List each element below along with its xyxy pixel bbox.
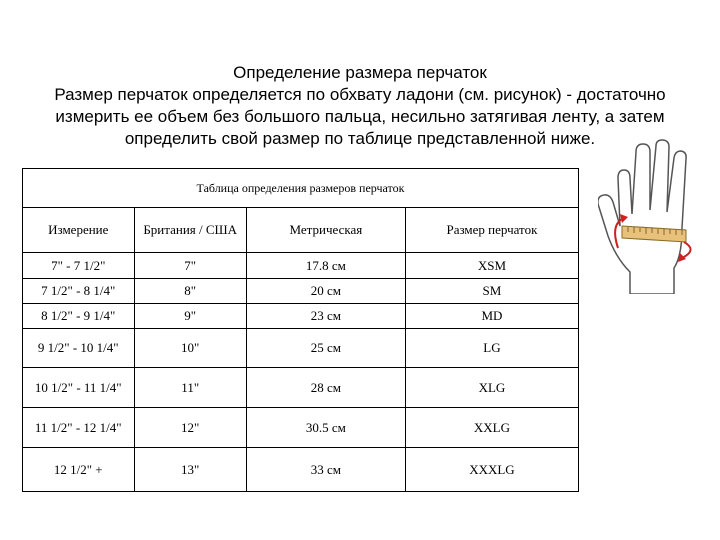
cell-uk-us: 12"	[134, 408, 246, 448]
cell-glove-size: XSM	[405, 253, 578, 279]
table-row	[23, 408, 579, 448]
table-row	[23, 448, 579, 492]
cell-measurement: 7" - 7 1/2"	[23, 253, 135, 279]
cell-uk-us: 13"	[134, 448, 246, 492]
table-row	[23, 368, 579, 408]
cell-measurement: 12 1/2" +	[23, 448, 135, 492]
cell-measurement: 8 1/2" - 9 1/4"	[23, 304, 135, 329]
header-glove-size: Размер перчаток	[405, 208, 578, 253]
header-uk-us: Британия / США	[134, 208, 246, 253]
table-row	[23, 329, 579, 368]
cell-metric: 20 см	[246, 279, 405, 304]
cell-metric: 25 см	[246, 329, 405, 368]
cell-measurement: 7 1/2" - 8 1/4"	[23, 279, 135, 304]
page-heading	[0, 62, 720, 150]
cell-uk-us: 10"	[134, 329, 246, 368]
page-title: Определение размера перчаток	[233, 63, 487, 82]
size-table	[22, 168, 579, 492]
cell-uk-us: 11"	[134, 368, 246, 408]
table-header-row	[23, 208, 579, 253]
cell-measurement: 10 1/2" - 11 1/4"	[23, 368, 135, 408]
cell-uk-us: 8"	[134, 279, 246, 304]
header-measurement: Измерение	[23, 208, 135, 253]
cell-glove-size: SM	[405, 279, 578, 304]
header-metric: Метрическая	[246, 208, 405, 253]
intro-line-2: измерить ее объем без большого пальца, несильно затягивая ленту, а затем	[55, 107, 665, 126]
cell-uk-us: 9"	[134, 304, 246, 329]
wrap-arrow-right	[682, 242, 691, 258]
table-row	[23, 304, 579, 329]
cell-metric: 17.8 см	[246, 253, 405, 279]
cell-glove-size: MD	[405, 304, 578, 329]
cell-glove-size: XXXLG	[405, 448, 578, 492]
table-caption: Таблица определения размеров перчаток	[23, 169, 579, 208]
cell-metric: 30.5 см	[246, 408, 405, 448]
table-row	[23, 279, 579, 304]
intro-line-3: определить свой размер по таблице представленной ниже.	[124, 129, 596, 148]
cell-metric: 28 см	[246, 368, 405, 408]
cell-glove-size: XXLG	[405, 408, 578, 448]
intro-line-1: Размер перчаток определяется по обхвату ладони (см. рисунок) - достаточно	[54, 85, 666, 104]
cell-measurement: 11 1/2" - 12 1/4"	[23, 408, 135, 448]
hand-outline	[598, 140, 686, 294]
hand-measurement-illustration	[598, 138, 710, 294]
cell-metric: 33 см	[246, 448, 405, 492]
cell-uk-us: 7"	[134, 253, 246, 279]
cell-measurement: 9 1/2" - 10 1/4"	[23, 329, 135, 368]
cell-glove-size: XLG	[405, 368, 578, 408]
table-row	[23, 253, 579, 279]
cell-glove-size: LG	[405, 329, 578, 368]
cell-metric: 23 см	[246, 304, 405, 329]
size-table-container	[22, 168, 579, 492]
